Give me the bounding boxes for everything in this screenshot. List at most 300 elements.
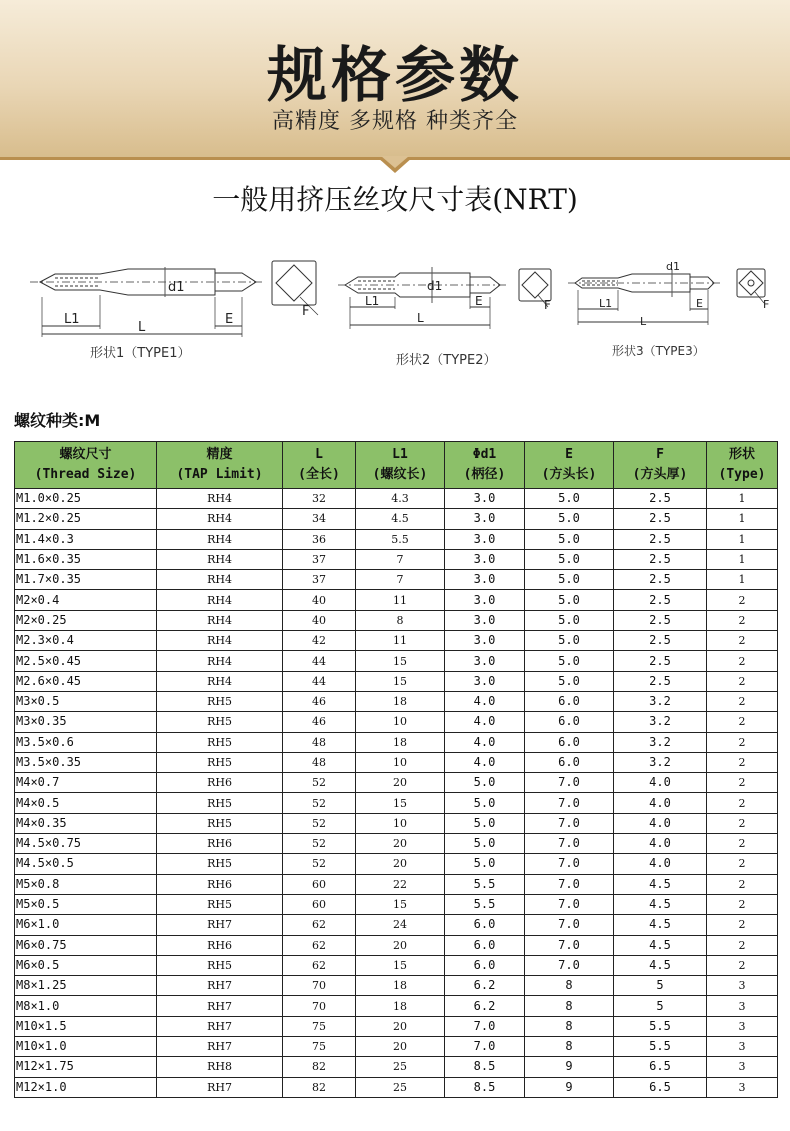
table-cell: 70 [283,976,356,996]
table-cell: 5 [614,996,707,1016]
table-cell: RH7 [157,996,283,1016]
table-cell: 3.0 [445,570,525,590]
table-cell: 3.0 [445,631,525,651]
table-cell: M4×0.35 [15,813,157,833]
table-cell: 15 [356,955,445,975]
table-cell: 6.0 [445,935,525,955]
table-cell: 5.0 [525,489,614,509]
type1-l-label: L [138,320,146,335]
table-cell: 2 [707,793,778,813]
header-banner [0,0,790,160]
table-cell: 9 [525,1057,614,1077]
table-cell: 5.0 [525,509,614,529]
table-cell: 18 [356,691,445,711]
table-cell: RH5 [157,813,283,833]
table-cell: 8.5 [445,1057,525,1077]
table-cell: 5.0 [525,631,614,651]
table-cell: 6.0 [525,712,614,732]
table-cell: 5.0 [525,570,614,590]
type2-d1-label: d1 [427,279,443,293]
table-cell: M2×0.25 [15,610,157,630]
table-cell: 4.0 [445,732,525,752]
table-cell: 40 [283,610,356,630]
table-cell: M12×1.75 [15,1057,157,1077]
table-cell: 1 [707,489,778,509]
table-cell: 1 [707,549,778,569]
table-row [15,549,778,569]
table-cell: RH5 [157,752,283,772]
table-cell: RH4 [157,489,283,509]
table-row [15,570,778,590]
table-cell: 2 [707,732,778,752]
table-cell: 48 [283,732,356,752]
table-cell: 2 [707,691,778,711]
table-cell: RH5 [157,691,283,711]
table-cell: 7.0 [525,935,614,955]
table-cell: 52 [283,773,356,793]
table-cell: 3.0 [445,590,525,610]
table-cell: M1.4×0.3 [15,529,157,549]
table-cell: 6.0 [445,955,525,975]
table-cell: M2.6×0.45 [15,671,157,691]
tap-type-diagrams [0,245,790,375]
table-cell: 2 [707,752,778,772]
table-cell: 20 [356,854,445,874]
table-cell: 32 [283,489,356,509]
table-row [15,813,778,833]
table-cell: 5.0 [525,549,614,569]
table-cell: 4.0 [445,691,525,711]
table-cell: 2 [707,651,778,671]
table-row [15,834,778,854]
table-cell: 52 [283,793,356,813]
table-cell: RH7 [157,976,283,996]
table-cell: 5.0 [525,671,614,691]
table-cell: 3 [707,1057,778,1077]
table-cell: 5.0 [445,773,525,793]
table-cell: 7 [356,549,445,569]
column-header [15,442,157,489]
column-header-title: F [656,447,664,462]
column-header-title: L [315,447,323,462]
table-cell: 8 [356,610,445,630]
table-cell: 20 [356,834,445,854]
table-cell: 5.0 [445,813,525,833]
column-header-subtitle: (方头厚) [632,467,688,482]
table-row [15,1077,778,1097]
table-cell: M6×0.5 [15,955,157,975]
table-cell: M6×0.75 [15,935,157,955]
table-cell: 5.0 [445,793,525,813]
table-cell: 3.0 [445,610,525,630]
banner-notch-inner-decoration [381,156,409,168]
banner-subtitle: 高精度 多规格 种类齐全 [272,109,518,134]
table-cell: 82 [283,1057,356,1077]
table-cell: RH6 [157,874,283,894]
table-cell: 2 [707,834,778,854]
table-cell: 2.5 [614,489,707,509]
table-cell: 2 [707,590,778,610]
table-cell: 42 [283,631,356,651]
table-cell: RH4 [157,509,283,529]
table-cell: 36 [283,529,356,549]
column-header [283,442,356,489]
type3-l1-label: L1 [599,297,613,310]
spec-table-body [15,489,778,1098]
table-cell: 10 [356,752,445,772]
table-cell: 2.5 [614,671,707,691]
table-cell: 15 [356,793,445,813]
table-cell: M1.0×0.25 [15,489,157,509]
table-cell: RH6 [157,773,283,793]
table-row [15,976,778,996]
table-cell: 75 [283,1037,356,1057]
table-cell: 75 [283,1016,356,1036]
table-cell: RH7 [157,1037,283,1057]
table-cell: 20 [356,935,445,955]
column-header [525,442,614,489]
table-cell: 5.0 [525,590,614,610]
table-cell: 60 [283,894,356,914]
table-cell: RH6 [157,834,283,854]
table-cell: 3.0 [445,549,525,569]
column-header [707,442,778,489]
table-row [15,773,778,793]
table-cell: 70 [283,996,356,1016]
table-cell: 52 [283,834,356,854]
table-cell: M3.5×0.35 [15,752,157,772]
table-cell: 37 [283,570,356,590]
table-cell: 25 [356,1077,445,1097]
table-cell: 3 [707,996,778,1016]
table-cell: 18 [356,996,445,1016]
table-cell: 62 [283,915,356,935]
table-row [15,590,778,610]
table-cell: 7.0 [445,1037,525,1057]
table-cell: 7.0 [525,874,614,894]
table-cell: 3 [707,1077,778,1097]
type2-caption: 形状2（TYPE2） [396,353,497,368]
table-cell: 46 [283,712,356,732]
table-cell: 62 [283,955,356,975]
table-cell: M10×1.0 [15,1037,157,1057]
table-cell: 44 [283,651,356,671]
table-cell: 10 [356,813,445,833]
table-cell: 4.0 [614,854,707,874]
table-row [15,1057,778,1077]
table-cell: M5×0.5 [15,894,157,914]
column-header-title: 螺纹尺寸 [59,447,112,462]
table-cell: M1.6×0.35 [15,549,157,569]
type1-f-label: F [302,304,310,319]
table-cell: 4.0 [445,712,525,732]
type3-f-label: F [763,298,770,311]
table-cell: 3 [707,976,778,996]
table-cell: M3×0.5 [15,691,157,711]
table-cell: 3.2 [614,752,707,772]
table-cell: 25 [356,1057,445,1077]
table-cell: 7.0 [525,915,614,935]
table-cell: RH4 [157,570,283,590]
column-header-subtitle: (Thread Size) [34,467,137,482]
type1-d1-label: d1 [168,280,185,295]
table-cell: 2 [707,935,778,955]
table-cell: 24 [356,915,445,935]
column-header-subtitle: (方头长) [541,467,597,482]
table-cell: 2 [707,894,778,914]
table-cell: 4.0 [614,834,707,854]
table-cell: 5.0 [445,854,525,874]
table-cell: 5.5 [614,1016,707,1036]
table-row [15,671,778,691]
table-cell: 3.0 [445,509,525,529]
table-cell: 2.5 [614,631,707,651]
table-cell: 6.2 [445,976,525,996]
table-cell: 7.0 [445,1016,525,1036]
table-cell: M1.7×0.35 [15,570,157,590]
table-cell: 82 [283,1077,356,1097]
table-cell: RH4 [157,631,283,651]
table-cell: M4×0.5 [15,793,157,813]
document-title: 一般用挤压丝攻尺寸表(NRT) [212,183,578,216]
table-cell: 3.0 [445,651,525,671]
table-cell: 2.5 [614,610,707,630]
table-row [15,691,778,711]
type3-l-label: L [640,315,647,328]
table-cell: M8×1.25 [15,976,157,996]
table-cell: 20 [356,1037,445,1057]
table-row [15,732,778,752]
table-row [15,651,778,671]
table-cell: 6.0 [525,691,614,711]
column-header-subtitle: (柄径) [463,467,506,482]
table-cell: 7.0 [525,894,614,914]
table-cell: 2 [707,915,778,935]
column-header-subtitle: (Type) [718,467,766,482]
type3-tap-drawing [568,269,765,325]
table-cell: 6.0 [525,752,614,772]
table-cell: 62 [283,935,356,955]
table-cell: M5×0.8 [15,874,157,894]
table-cell: 4.5 [614,935,707,955]
table-row [15,752,778,772]
type1-l1-label: L1 [64,312,80,327]
table-row [15,915,778,935]
table-row [15,489,778,509]
table-cell: M3.5×0.6 [15,732,157,752]
table-cell: 2 [707,712,778,732]
table-cell: 37 [283,549,356,569]
table-row [15,793,778,813]
column-header-title: L1 [392,447,408,462]
table-row [15,955,778,975]
type3-d1-label: d1 [666,260,680,273]
table-cell: 7.0 [525,813,614,833]
table-cell: 2.5 [614,570,707,590]
table-row [15,509,778,529]
table-cell: 3 [707,1016,778,1036]
column-header-subtitle: (TAP Limit) [176,467,263,482]
table-row [15,1016,778,1036]
table-row [15,610,778,630]
table-cell: 8 [525,1037,614,1057]
table-cell: RH7 [157,1016,283,1036]
table-cell: 3.0 [445,671,525,691]
table-cell: RH4 [157,529,283,549]
table-cell: 1 [707,570,778,590]
table-row [15,529,778,549]
table-cell: 11 [356,590,445,610]
column-header [445,442,525,489]
column-header [356,442,445,489]
table-cell: 3.0 [445,529,525,549]
table-cell: 7.0 [525,793,614,813]
table-cell: M12×1.0 [15,1077,157,1097]
table-cell: 46 [283,691,356,711]
table-cell: 3.2 [614,712,707,732]
table-cell: RH4 [157,590,283,610]
table-cell: 5.5 [445,894,525,914]
table-cell: 20 [356,773,445,793]
table-cell: 2.5 [614,651,707,671]
table-cell: 4.5 [614,955,707,975]
table-cell: 3.2 [614,691,707,711]
table-row [15,996,778,1016]
table-cell: 34 [283,509,356,529]
table-cell: 15 [356,894,445,914]
table-cell: RH5 [157,894,283,914]
table-cell: 6.0 [445,915,525,935]
table-cell: 8 [525,1016,614,1036]
table-cell: 2 [707,955,778,975]
table-cell: 2 [707,631,778,651]
column-header-title: 精度 [206,447,233,462]
table-cell: 5.0 [525,529,614,549]
table-row [15,631,778,651]
table-cell: 2 [707,813,778,833]
table-cell: 5.0 [525,651,614,671]
table-cell: M4.5×0.75 [15,834,157,854]
table-cell: M8×1.0 [15,996,157,1016]
table-cell: 6.5 [614,1077,707,1097]
table-cell: 9 [525,1077,614,1097]
table-cell: 4.5 [614,874,707,894]
spec-table [14,441,778,1098]
table-cell: 4.3 [356,489,445,509]
table-cell: 15 [356,651,445,671]
table-row [15,1037,778,1057]
table-cell: 10 [356,712,445,732]
table-cell: 1 [707,509,778,529]
table-cell: RH5 [157,712,283,732]
table-cell: M6×1.0 [15,915,157,935]
table-cell: 4.5 [356,509,445,529]
table-cell: 22 [356,874,445,894]
table-cell: 7 [356,570,445,590]
table-cell: 20 [356,1016,445,1036]
column-header-title: E [565,447,573,462]
column-header-subtitle: (螺纹长) [372,467,428,482]
type2-l-label: L [417,311,424,325]
table-cell: 3.0 [445,489,525,509]
table-cell: 4.5 [614,894,707,914]
table-cell: RH4 [157,610,283,630]
table-cell: 4.0 [614,793,707,813]
type1-e-label: E [225,312,234,327]
table-cell: 4.0 [614,773,707,793]
table-cell: 18 [356,976,445,996]
table-cell: 6.2 [445,996,525,1016]
column-header [614,442,707,489]
table-cell: M3×0.35 [15,712,157,732]
table-cell: RH4 [157,671,283,691]
table-cell: RH7 [157,915,283,935]
table-cell: M2×0.4 [15,590,157,610]
table-cell: 5.5 [356,529,445,549]
spec-table-header [15,442,778,489]
type2-e-label: E [475,294,483,308]
column-header [157,442,283,489]
table-cell: 7.0 [525,854,614,874]
table-cell: M1.2×0.25 [15,509,157,529]
table-cell: 7.0 [525,834,614,854]
table-cell: 15 [356,671,445,691]
table-cell: 5.0 [525,610,614,630]
table-cell: 2 [707,874,778,894]
table-cell: 60 [283,874,356,894]
table-cell: RH6 [157,935,283,955]
table-row [15,894,778,914]
table-cell: RH4 [157,651,283,671]
column-header-title: Φd1 [472,447,497,462]
table-cell: 52 [283,813,356,833]
type3-e-label: E [696,297,703,310]
table-cell: RH5 [157,793,283,813]
table-cell: 52 [283,854,356,874]
table-cell: 2 [707,671,778,691]
column-header-subtitle: (全长) [298,467,340,482]
column-header-title: 形状 [728,447,755,462]
table-row [15,935,778,955]
table-cell: 7.0 [525,773,614,793]
table-cell: 44 [283,671,356,691]
banner-title: 规格参数 [267,41,523,111]
table-cell: 48 [283,752,356,772]
table-cell: M2.3×0.4 [15,631,157,651]
table-cell: 6.0 [525,732,614,752]
table-cell: 2.5 [614,590,707,610]
table-cell: 4.0 [614,813,707,833]
table-cell: 2 [707,773,778,793]
table-cell: RH5 [157,955,283,975]
table-row [15,854,778,874]
table-cell: M4×0.7 [15,773,157,793]
table-cell: 5 [614,976,707,996]
table-cell: 7.0 [525,955,614,975]
table-cell: 2 [707,610,778,630]
table-cell: 8.5 [445,1077,525,1097]
table-cell: RH5 [157,732,283,752]
table-cell: 4.0 [445,752,525,772]
table-cell: M4.5×0.5 [15,854,157,874]
type2-l1-label: L1 [365,294,380,308]
table-cell: 2.5 [614,549,707,569]
table-cell: 8 [525,996,614,1016]
table-cell: 1 [707,529,778,549]
table-cell: RH8 [157,1057,283,1077]
table-cell: 8 [525,976,614,996]
table-cell: M2.5×0.45 [15,651,157,671]
